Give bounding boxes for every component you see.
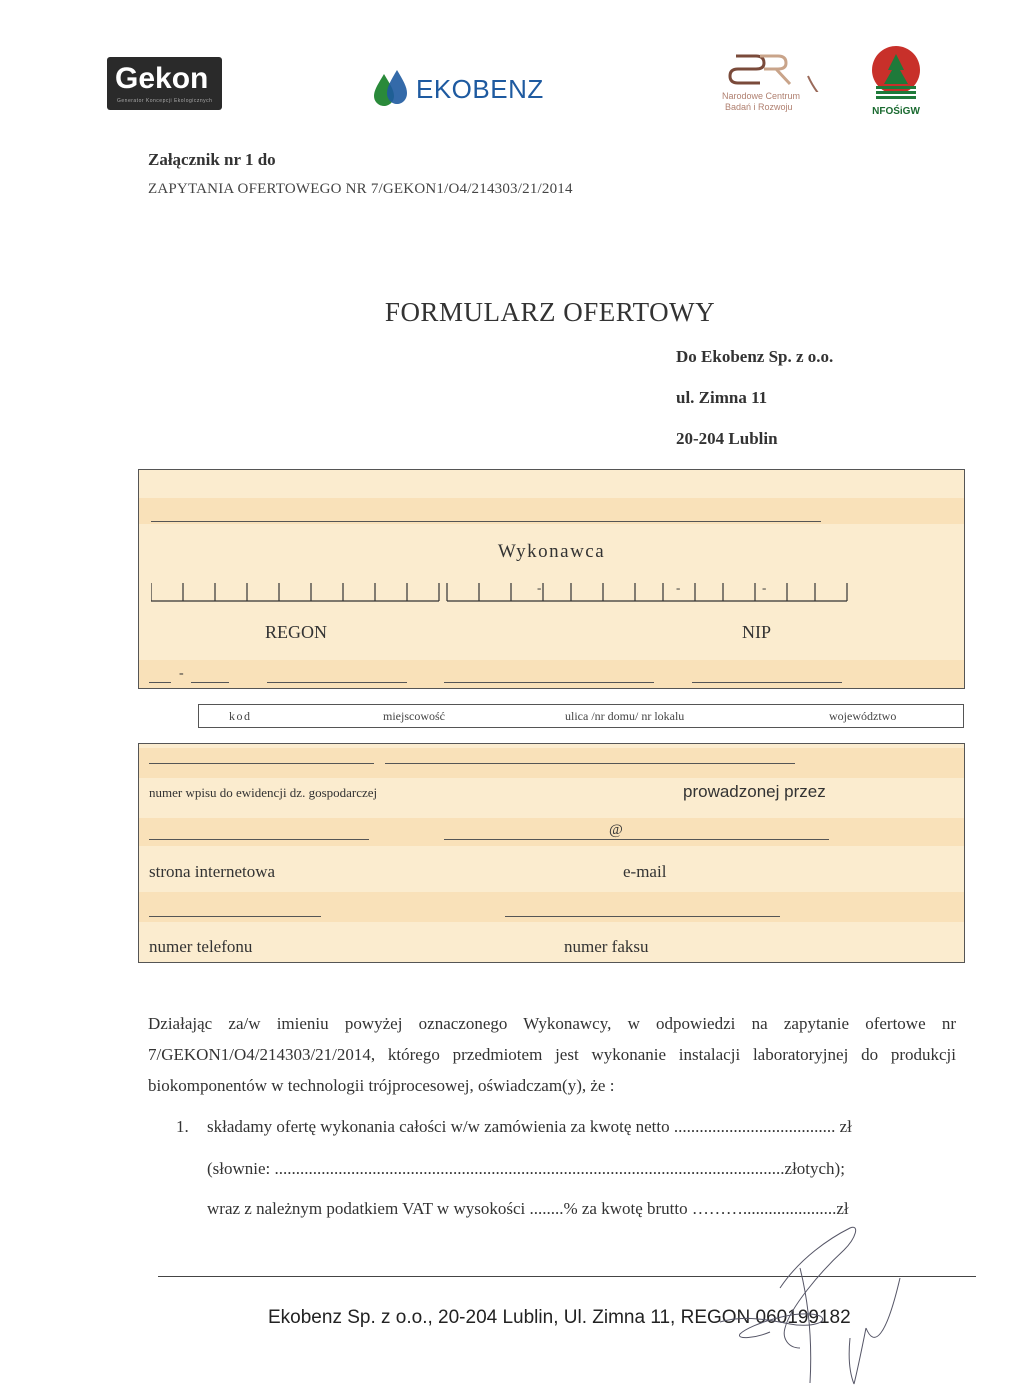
attachment-heading: Załącznik nr 1 do	[148, 150, 276, 169]
gekon-logo-tagline: Generator Koncepcji Ekologicznych	[117, 98, 213, 104]
signature-icon	[660, 1198, 920, 1388]
legend-kod: kod	[229, 709, 252, 723]
vat-gross-line: wraz z należnym podatkiem VAT w wysokości ........% za kwotę brutto ………......................zł	[207, 1199, 849, 1218]
field-band	[139, 818, 964, 846]
city-field[interactable]	[267, 682, 407, 683]
nfosigw-logo	[866, 44, 926, 120]
list-item-number: 1.	[176, 1117, 189, 1136]
regon-nip-digit-boxes[interactable]	[151, 581, 851, 603]
recipient-line1: Do Ekobenz Sp. z o.o.	[676, 347, 834, 366]
address-legend	[198, 704, 964, 728]
at-sign: @	[609, 822, 623, 838]
website-label: strona internetowa	[149, 862, 276, 881]
nip-separator: -	[676, 580, 681, 595]
email-field[interactable]	[444, 839, 829, 840]
phone-label: numer telefonu	[149, 937, 253, 956]
kept-by-label: prowadzonej przez	[683, 782, 826, 801]
gekon-logo-text: Gekon	[115, 62, 209, 95]
fax-label: numer faksu	[564, 937, 649, 956]
registry-authority-field[interactable]	[385, 763, 795, 764]
gekon-logo	[107, 57, 222, 110]
ncbr-mark-icon	[716, 50, 831, 92]
nip-separator: -	[762, 580, 767, 595]
form-title: FORMULARZ OFERTOWY	[384, 297, 716, 327]
postcode-field-part2[interactable]	[191, 682, 229, 683]
contractor-name-field[interactable]	[151, 521, 821, 522]
regon-label: REGON	[265, 622, 327, 642]
fax-field[interactable]	[505, 916, 780, 917]
registry-number-field[interactable]	[149, 763, 374, 764]
voivodeship-field[interactable]	[692, 682, 842, 683]
postcode-field-part1[interactable]	[149, 682, 171, 683]
registry-label: numer wpisu do ewidencji dz. gospodarczej	[149, 785, 378, 800]
reference-number: ZAPYTANIA OFERTOWEGO NR 7/GEKON1/O4/214303/21/2014	[148, 181, 573, 197]
droplets-icon	[370, 70, 410, 108]
phone-field[interactable]	[149, 916, 321, 917]
nip-separator: -	[537, 580, 542, 595]
contractor-form-box	[138, 469, 965, 689]
ncbr-logo	[716, 50, 831, 112]
legend-miejscowosc: miejscowość	[383, 709, 445, 723]
legend-ulica: ulica /nr domu/ nr lokalu	[565, 709, 685, 723]
amount-in-words-line: (słownie: ........................................................................................................................złotych);	[207, 1159, 845, 1178]
declaration-intro: Działając za/w imieniu powyżej oznaczonego Wykonawcy, w odpowiedzi na zapytanie ofertowe nr 7/GEKON1/O4/214303/21/2014, którego przedmiotem jest wykonanie instalacji laboratoryjnej do produkcji biokomponentów w technologii trójprocesowej, oświadczam(y), że :	[148, 1014, 956, 1095]
contact-form-box	[138, 743, 965, 963]
contractor-label: Wykonawca	[497, 541, 606, 562]
legend-wojewodztwo: województwo	[829, 709, 897, 723]
ekobenz-logo	[370, 70, 544, 108]
recipient-line2: ul. Zimna 11	[676, 388, 768, 407]
footer-address: Ekobenz Sp. z o.o., 20-204 Lublin, Ul. Zimna 11, REGON 060199182	[268, 1307, 851, 1328]
field-band	[139, 892, 964, 922]
nfosigw-emblem-icon	[866, 44, 926, 106]
field-band	[139, 660, 964, 688]
ekobenz-logo-text: EKOBENZ	[416, 73, 544, 104]
website-field[interactable]	[149, 839, 369, 840]
net-amount-line: składamy ofertę wykonania całości w/w zamówienia za kwotę netto ...................................... zł	[207, 1117, 852, 1136]
email-label: e-mail	[623, 862, 667, 881]
nfosigw-logo-text: NFOŚiGW	[872, 106, 920, 117]
postcode-separator: -	[179, 666, 184, 681]
ncbr-line2: Badań i Rozwoju	[725, 102, 793, 112]
ncbr-line1: Narodowe Centrum	[722, 91, 801, 101]
recipient-line3: 20-204 Lublin	[676, 429, 778, 448]
street-field[interactable]	[444, 682, 654, 683]
nip-label: NIP	[742, 622, 772, 642]
